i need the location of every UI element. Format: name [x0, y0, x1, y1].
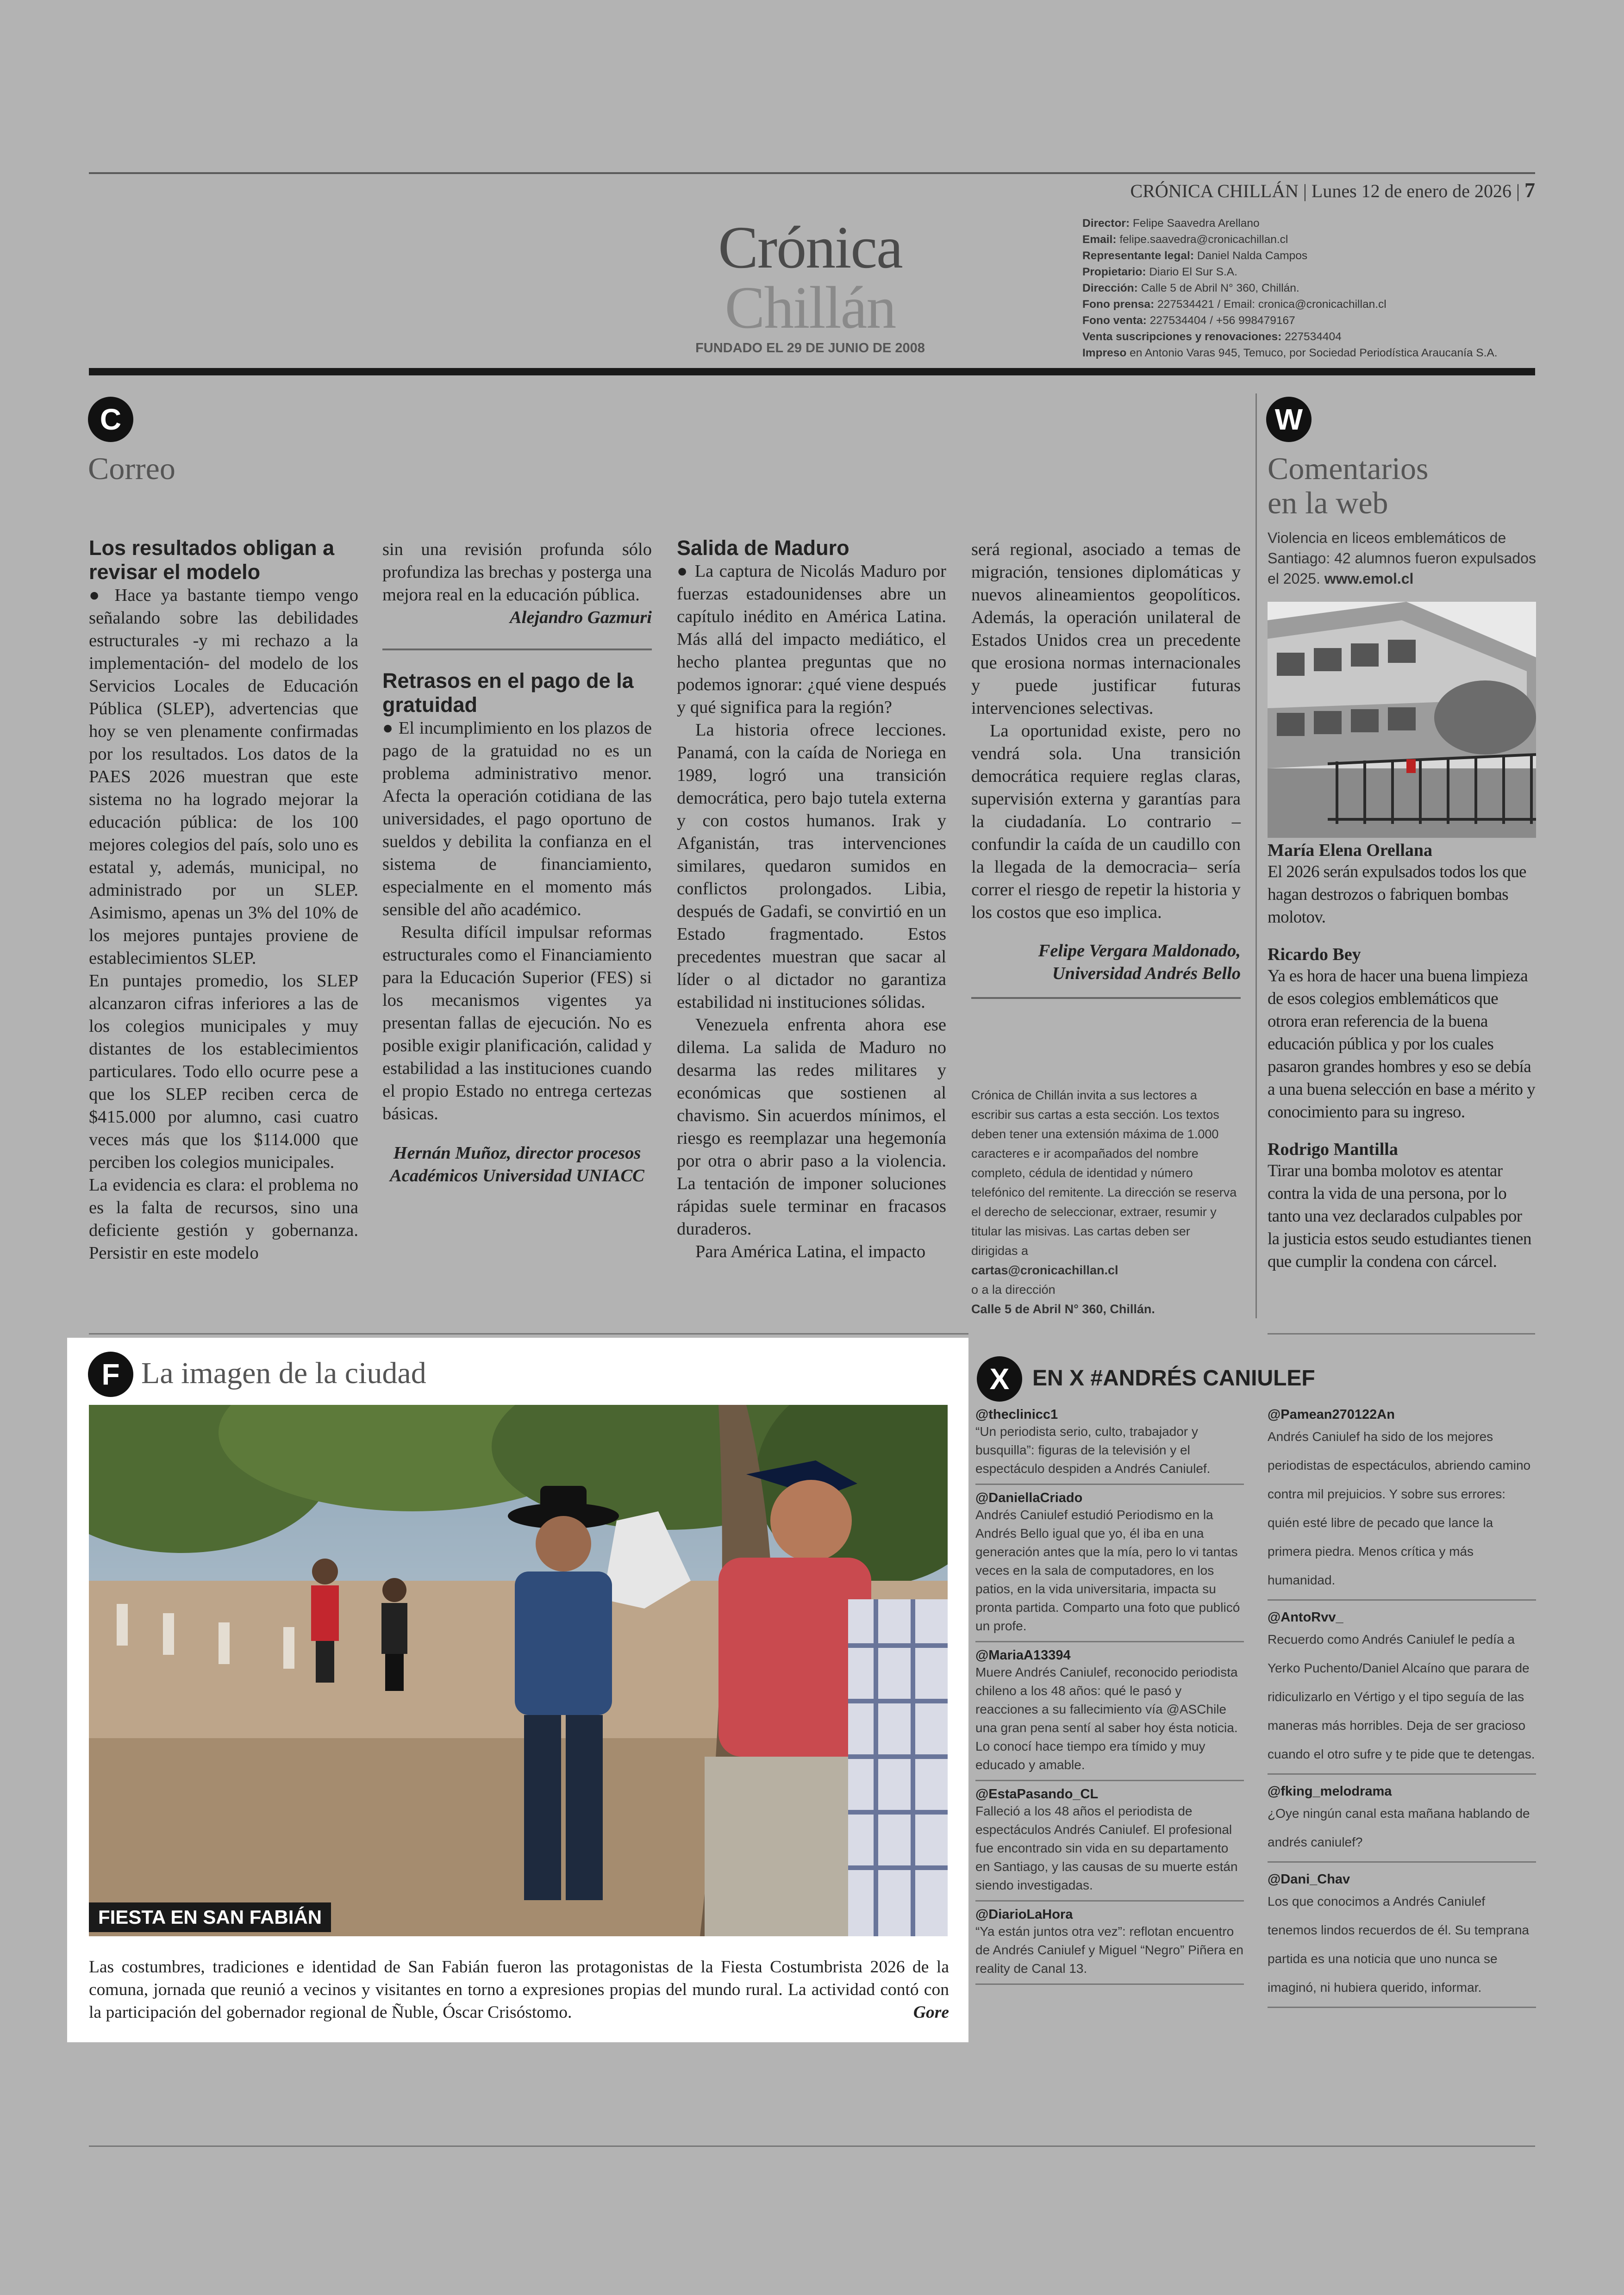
folio-paper: CRÓNICA CHILLÁN — [1130, 181, 1299, 201]
masthead-rule — [89, 368, 1535, 375]
credit-label: Email: — [1082, 233, 1117, 246]
credit-line — [1082, 231, 1545, 248]
folio-page: 7 — [1524, 178, 1535, 202]
comment-author: María Elena Orellana — [1268, 841, 1433, 860]
web-intro-text: Violencia en liceos emblemáticos de Santiago: 42 alumnos fueron expulsados el 2025. — [1268, 530, 1536, 587]
web-title-line-2: en la web — [1268, 485, 1388, 520]
credit-line — [1082, 329, 1545, 345]
credit-value: 227534404 — [1285, 331, 1342, 343]
photo-label: FIESTA EN SAN FABIÁN — [89, 1902, 331, 1932]
letter3-headline: Salida de Maduro — [677, 536, 849, 560]
credit-line — [1082, 248, 1545, 264]
city-photo — [89, 1405, 948, 1936]
letter2-para: Resulta difícil impulsar reformas estructurales como el Financiamiento para la Educación Superior (FES) si los mecanismos vigentes ya presentan fallas de ejecución. No es posible exigir planificación, calidad y estabilidad a las instituciones cuando el propio Estado no entrega certezas básicas. — [382, 923, 652, 1123]
x-post-text: Muere Andrés Caniulef, reconocido periodista chileno a los 48 años: qué le pasó y reacciones a su fallecimiento vía @ASChile una gran pena sentí al saber hoy ésta noticia. Lo conocí hace tiempo era tímido y muy educado y amable. — [975, 1663, 1244, 1781]
letter2-signature-1: Hernán Muñoz, director procesos — [393, 1143, 641, 1163]
folio-date: Lunes 12 de enero de 2026 — [1311, 181, 1512, 201]
comment-text: Ya es hora de hacer una buena limpieza de esos colegios emblemáticos que otrora eran referencia de la buena educación pública y por los cuales pasaron grandes hombres y eso se debía a una buena selección en base a mérito y conocimiento para su ingreso. — [1268, 967, 1536, 1122]
letter3-col3 — [677, 536, 946, 1263]
page-folio: CRÓNICA CHILLÁN | Lunes 12 de enero de 2026 | 7 — [1130, 178, 1535, 202]
web-comments — [1268, 840, 1536, 1273]
web-intro-link[interactable]: www.emol.cl — [1324, 570, 1414, 587]
caption-credit: Gore — [913, 2003, 949, 2022]
credit-label: Fono venta: — [1082, 314, 1147, 327]
letter3-para: será regional, asociado a temas de migración, tensiones diplomáticas y nuevos alineamientos geopolíticos. Además, la operación unilateral de Estados Unidos crea un precedente que erosiona normas internacionales y puede justificar futuras intervenciones selectivas. — [971, 540, 1241, 718]
city-image-title: La imagen de la ciudad — [141, 1356, 426, 1390]
masthead-title-a: Crónica — [718, 214, 902, 281]
x-post-text: Andrés Caniulef ha sido de los mejores periodistas de espectáculos, abriendo camino contra mil prejuicios. Y sobre sus errores: quién esté libre de pecado que lance la primera piedra. Menos crítica y más humanidad. — [1268, 1422, 1536, 1601]
letter1-signature: Alejandro Gazmuri — [509, 608, 652, 627]
web-title — [1268, 451, 1429, 520]
comment-text: Tirar una bomba molotov es atentar contra la vida de una persona, por lo tanto una vez declarados culpables por la justicia estos seudo estudiantes tienen que cumplir la condena con cárcel. — [1268, 1161, 1531, 1271]
credit-label: Venta suscripciones y renovaciones: — [1082, 331, 1282, 343]
comment-author: Ricardo Bey — [1268, 945, 1361, 964]
credit-label: Impreso — [1082, 347, 1127, 359]
letter3-para: Venezuela enfrenta ahora ese dilema. La salida de Maduro no desarma las redes militares y económicas que sostienen al chavismo. Sin acuerdos mínimos, el riesgo es reemplazar una hegemonía por otra o abrir paso a la violencia. La tentación de imponer soluciones rápidas suele terminar en fracasos duraderos. — [677, 1015, 946, 1239]
letter3-para: Para América Latina, el impacto — [695, 1242, 926, 1261]
letter1-headline: Los resultados obligan a revisar el modelo — [89, 536, 335, 584]
bottom-rule — [89, 2145, 1535, 2147]
staff-credits — [1082, 215, 1545, 361]
note-email[interactable]: cartas@cronicachillan.cl — [971, 1263, 1118, 1277]
credit-value: Daniel Nalda Campos — [1197, 249, 1308, 262]
web-intro — [1268, 528, 1536, 589]
note-or: o a la dirección — [971, 1283, 1056, 1297]
letter3-signature-2: Universidad Andrés Bello — [1052, 964, 1241, 983]
credit-value: 227534421 / Email: cronica@cronicachillan.cl — [1157, 298, 1387, 311]
x-post-user[interactable]: @Dani_Chav — [1268, 1872, 1350, 1887]
credit-value: Calle 5 de Abril N° 360, Chillán. — [1141, 282, 1299, 294]
note-address: Calle 5 de Abril N° 360, Chillán. — [971, 1302, 1155, 1316]
note-text: Crónica de Chillán invita a sus lectores a escribir sus cartas a esta sección. Los textos deben tener una extensión máxima de 1.000 caracteres e ir acompañados del nombre completo, cédula de identidad y número telefónico del remitente. La dirección se reserva el derecho de seleccionar, extraer, resumir y titular las misivas. Las cartas deben ser dirigidas a — [971, 1088, 1237, 1258]
column-rule — [1255, 393, 1257, 1318]
letters-col2 — [382, 538, 652, 1187]
credit-line — [1082, 215, 1545, 231]
letter1-para: sin una revisión profunda sólo profundiza las brechas y posterga una mejora real en la educación pública. — [382, 540, 652, 605]
credit-value: 227534404 / +56 998479167 — [1149, 314, 1295, 327]
letter1-para: En puntajes promedio, los SLEP alcanzaron cifras inferiores a las de los colegios municipales y muy distantes de los establecimientos particulares. Todo ello ocurre pese a que los SLEP reciben cerca de $415.000 por alumno, casi cuatro veces más que los $114.000 que perciben los colegios municipales. — [89, 971, 358, 1172]
credit-label: Fono prensa: — [1082, 298, 1155, 311]
photo-caption — [89, 1956, 949, 2024]
letter1-para: La evidencia es clara: el problema no es la falta de recursos, sino una deficiente gestión y gobernanza. Persistir en este modelo — [89, 1175, 358, 1263]
x-post-user[interactable]: @DiarioLaHora — [975, 1907, 1073, 1922]
credit-value: Felipe Saavedra Arellano — [1132, 217, 1260, 230]
letter2-signature-2: Académicos Universidad UNIACC — [390, 1166, 644, 1185]
correo-badge: C — [88, 397, 133, 442]
credit-line — [1082, 264, 1545, 280]
x-post-text: Los que conocimos a Andrés Caniulef tenemos lindos recuerdos de él. Su temprana partida es una noticia que uno nunca se imaginó, ni hubiera querido, informar. — [1268, 1887, 1536, 2008]
comment-author: Rodrigo Mantilla — [1268, 1140, 1398, 1159]
x-post-user[interactable]: @EstaPasando_CL — [975, 1787, 1099, 1802]
masthead-title — [630, 214, 991, 341]
letter3-para: La oportunidad existe, pero no vendrá sola. Una transición democrática requiere reglas claras, supervisión externa y garantías para la ciudadanía. Lo contrario –confundir la caída de un caudillo con la llegada de la democracia– sería correr el riesgo de repetir la historia y los costos que eso implica. — [971, 721, 1241, 922]
x-post-text: “Ya están juntos otra vez”: reflotan encuentro de Andrés Caniulef y Miguel “Negro” Piñera en reality de Canal 13. — [975, 1922, 1244, 1985]
correo-title: Correo — [88, 451, 175, 486]
x-post-user[interactable]: @AntoRvv_ — [1268, 1610, 1343, 1625]
letter2-para: ● El incumplimiento en los plazos de pago de la gratuidad no es un problema administrativo menor. Afecta la operación cotidiana de las universidades, el pago oportuno de sueldos y debilita la confianza en el sistema de financiamiento, especialmente en el momento más sensible del año académico. — [382, 718, 652, 919]
credit-value: en Antonio Varas 945, Temuco, por Sociedad Periodística Araucanía S.A. — [1130, 347, 1498, 359]
section-rule — [1268, 1333, 1535, 1335]
x-posts-right — [1268, 1407, 1536, 2008]
x-section-title: EN X #ANDRÉS CANIULEF — [1032, 1366, 1315, 1391]
separator — [971, 997, 1241, 999]
letter3-col4 — [971, 538, 1241, 1017]
web-badge: W — [1266, 397, 1312, 442]
comment-text: El 2026 serán expulsados todos los que hagan destrozos o fabriquen bombas molotov. — [1268, 862, 1526, 927]
letter3-para: ● La captura de Nicolás Maduro por fuerzas estadounidenses abre un capítulo inédito en América Latina. Más allá del impacto mediático, el hecho plantea preguntas que no podemos ignorar: ¿qué viene después y qué significa para la región? — [677, 561, 946, 717]
x-post-user[interactable]: @Pamean270122An — [1268, 1407, 1395, 1422]
x-post-user[interactable]: @MariaA13394 — [975, 1648, 1071, 1663]
letter2-headline: Retrasos en el pago de la gratuidad — [382, 669, 634, 717]
top-rule — [89, 172, 1535, 174]
x-post-text: “Un periodista serio, culto, trabajador y busquilla”: figuras de la televisión y el espectáculo despiden a Andrés Caniulef. — [975, 1422, 1244, 1485]
x-post-user[interactable]: @DaniellaCriado — [975, 1491, 1083, 1505]
separator — [382, 649, 652, 650]
letter1-para: ● Hace ya bastante tiempo vengo señalando sobre las debilidades estructurales -y mi rechazo a la implementación- del modelo de los Servicios Locales de Educación Pública (SLEP), advertencias que hoy se ven plenamente confirmadas por los resultados. Los datos de la PAES 2026 muestran que este sistema no ha logrado mejorar la educación pública: de los 100 mejores colegios del país, solo uno es estatal y, además, municipal, no administrado por un SLEP. Asimismo, apenas un 3% del 10% de los mejores puntajes proviene de establecimientos SLEP. — [89, 586, 358, 968]
x-post-text: Falleció a los 48 años el periodista de espectáculos Andrés Caniulef. El profesional fue encontrado sin vida en su departamento en Santiago, y las causas de su muerte están siendo investigadas. — [975, 1802, 1244, 1902]
credit-line — [1082, 280, 1545, 296]
credit-value: felipe.saavedra@cronicachillan.cl — [1119, 233, 1288, 246]
credit-label: Director: — [1082, 217, 1130, 230]
masthead-founded: FUNDADO EL 29 DE JUNIO DE 2008 — [695, 341, 925, 355]
masthead-title-b: Chillán — [725, 274, 896, 341]
credit-label: Dirección: — [1082, 282, 1138, 294]
x-post-text: Andrés Caniulef estudió Periodismo en la Andrés Bello igual que yo, él iba en una generación antes que la mía, pero lo vi tantas veces en la sala de computadores, en los patios, en la vida universitaria, impacta su pronta partida. Comparto una foto que publicó un profe. — [975, 1506, 1244, 1642]
letters-submission-note — [971, 1085, 1240, 1319]
caption-text: Las costumbres, tradiciones e identidad de San Fabián fueron las protagonistas de la Fiesta Costumbrista 2026 de la comuna, jornada que reunió a vecinos y visitantes en torno a expresiones propias del mundo rural. La actividad contó con la participación del gobernador regional de Ñuble, Óscar Crisóstomo. — [89, 1958, 949, 2022]
letter3-signature-1: Felipe Vergara Maldonado, — [1038, 941, 1241, 960]
credit-label: Propietario: — [1082, 266, 1146, 278]
credit-value: Diario El Sur S.A. — [1149, 266, 1237, 278]
credit-line — [1082, 312, 1545, 329]
credit-label: Representante legal: — [1082, 249, 1194, 262]
x-post-text: Recuerdo como Andrés Caniulef le pedía a Yerko Puchento/Daniel Alcaíno que parara de ridiculizarlo en Vértigo y el tipo seguía de las maneras más horribles. Deja de ser gracioso cuando el otro sufre y te pide que te detengas. — [1268, 1625, 1536, 1775]
x-post-user[interactable]: @theclinicc1 — [975, 1407, 1058, 1422]
x-post-text: ¿Oye ningún canal esta mañana hablando de andrés caniulef? — [1268, 1799, 1536, 1863]
city-image-badge: F — [88, 1352, 133, 1397]
school-building-photo — [1268, 602, 1536, 838]
x-badge: X — [977, 1356, 1022, 1402]
x-post-user[interactable]: @fking_melodrama — [1268, 1784, 1392, 1799]
letter1-col1 — [89, 536, 358, 1265]
x-posts-left — [975, 1407, 1244, 1985]
section-rule — [89, 1333, 968, 1335]
credit-line — [1082, 345, 1545, 361]
masthead — [630, 214, 991, 356]
letter3-para: La historia ofrece lecciones. Panamá, con la caída de Noriega en 1989, logró una transición democrática, pero bajo tutela externa y con costos humanos. Irak y Afganistán, tras intervenciones similares, quedaron sumidos en conflictos prolongados. Libia, después de Gadafi, se convirtió en un Estado fragmentado. Estos precedentes muestran que sacar al líder o al dictador no garantiza estabilidad ni instituciones sólidas. — [677, 720, 946, 1012]
web-title-line-1: Comentarios — [1268, 451, 1429, 486]
credit-line — [1082, 296, 1545, 312]
